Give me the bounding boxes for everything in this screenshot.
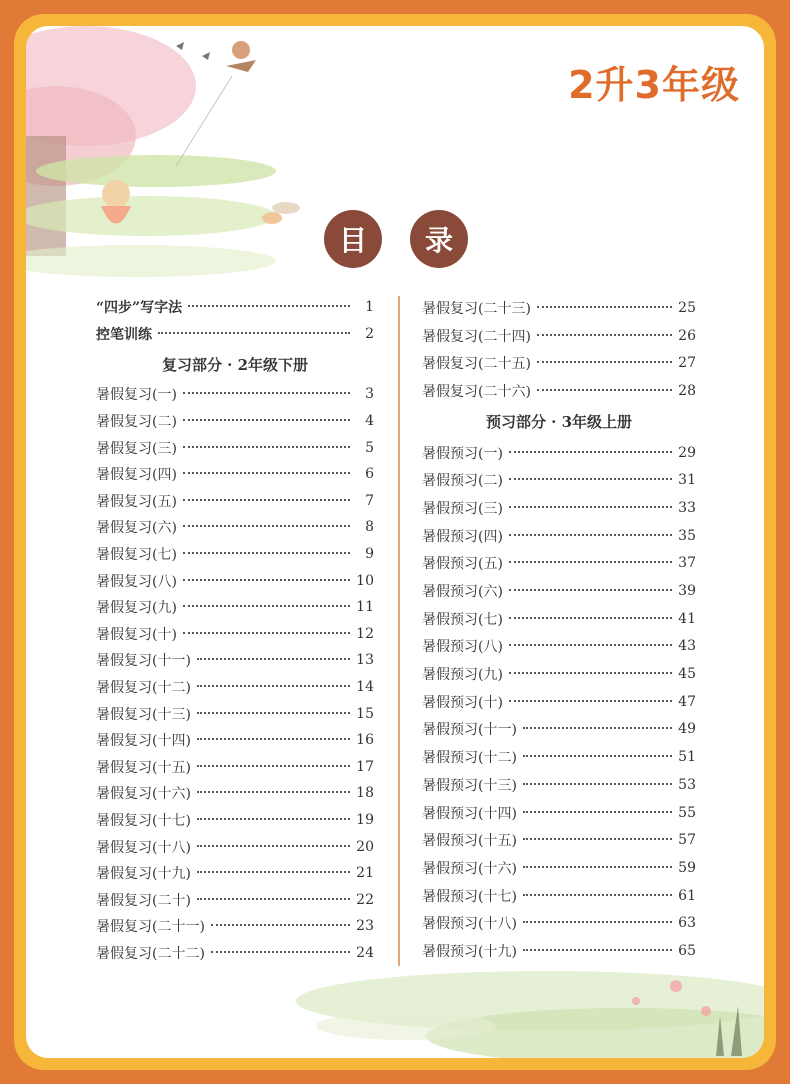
entry-page: 1 [365, 299, 374, 316]
review-entries [96, 381, 374, 966]
toc-page [26, 26, 764, 1058]
entry-label: “四步”写字法 [96, 300, 183, 317]
entry-page: 33 [678, 499, 696, 516]
entry-page: 22 [356, 891, 374, 908]
entry-page: 4 [365, 413, 374, 430]
entry-page: 53 [678, 776, 696, 793]
entry-label: 暑假复习(二) [96, 414, 177, 431]
toc-entry[interactable] [422, 294, 696, 322]
entry-page: 20 [356, 838, 374, 855]
preview-entries [422, 439, 696, 965]
entry-label: 暑假预习(十六) [422, 860, 517, 877]
entry-label: 暑假复习(十七) [96, 812, 191, 829]
toc-entry[interactable] [422, 494, 696, 522]
toc-entry[interactable] [96, 321, 374, 348]
entry-label: 暑假预习(一) [422, 445, 503, 462]
dot-leader [211, 951, 350, 953]
entry-page: 12 [356, 625, 374, 642]
entry-page: 31 [678, 472, 696, 489]
section-title-preview: 预习部分 · 3年级上册 [485, 413, 633, 432]
toc-entry[interactable] [96, 514, 374, 541]
toc-entry[interactable] [422, 743, 696, 771]
toc-entry[interactable] [422, 577, 696, 605]
entry-page: 35 [678, 527, 696, 544]
entry-label: 暑假预习(十八) [422, 916, 517, 933]
toc-entry[interactable] [96, 886, 374, 913]
dot-leader [197, 898, 350, 900]
dot-leader [197, 658, 350, 660]
entry-page: 8 [365, 519, 374, 536]
dot-leader [523, 949, 672, 951]
entry-page: 45 [678, 666, 696, 683]
entry-label: 暑假预习(十三) [422, 777, 517, 794]
entry-page: 5 [365, 439, 374, 456]
entry-page: 63 [678, 915, 696, 932]
dot-leader [537, 389, 672, 391]
entry-page: 28 [678, 382, 696, 399]
toc-entry[interactable] [96, 567, 374, 594]
dot-leader [158, 332, 350, 334]
toc-entry[interactable] [96, 860, 374, 887]
entry-label: 暑假复习(十一) [96, 653, 191, 670]
entry-label: 暑假预习(十) [422, 694, 503, 711]
entry-label: 暑假复习(二十二) [96, 945, 205, 962]
entry-label: 暑假预习(三) [422, 500, 503, 517]
dot-leader [523, 838, 672, 840]
entry-page: 3 [365, 386, 374, 403]
toc-entry[interactable] [422, 882, 696, 910]
entry-label: 暑假复习(十五) [96, 759, 191, 776]
toc-entry[interactable] [96, 488, 374, 515]
entry-label: 暑假复习(八) [96, 573, 177, 590]
dot-leader [188, 305, 350, 307]
entry-label: 暑假预习(十五) [422, 833, 517, 850]
dot-leader [523, 811, 672, 813]
entry-page: 9 [365, 546, 374, 563]
toc-entry[interactable] [422, 377, 696, 405]
dot-leader [509, 700, 672, 702]
entry-label: 暑假预习(十四) [422, 805, 517, 822]
entry-page: 49 [678, 721, 696, 738]
entry-page: 43 [678, 638, 696, 655]
toc-entry[interactable] [96, 621, 374, 648]
toc-entry[interactable] [96, 754, 374, 781]
dot-leader [537, 361, 672, 363]
toc-entry[interactable] [422, 688, 696, 716]
toc-entry[interactable] [422, 909, 696, 937]
entry-page: 55 [678, 804, 696, 821]
entry-label: 暑假复习(十四) [96, 733, 191, 750]
toc-entry[interactable] [422, 466, 696, 494]
entry-label: 暑假预习(六) [422, 584, 503, 601]
entry-page: 29 [678, 444, 696, 461]
toc-entry[interactable] [96, 700, 374, 727]
dot-leader [537, 306, 672, 308]
dot-leader [197, 791, 350, 793]
entry-label: 暑假复习(十六) [96, 786, 191, 803]
toc-entry[interactable] [96, 461, 374, 488]
toc-entry[interactable] [96, 408, 374, 435]
dot-leader [183, 552, 350, 554]
toc-left-column [96, 294, 374, 966]
entry-page: 17 [356, 758, 374, 775]
entry-page: 10 [356, 572, 374, 589]
entry-label: 暑假预习(十七) [422, 888, 517, 905]
dot-leader [509, 617, 672, 619]
dot-leader [509, 589, 672, 591]
entry-label: 暑假复习(二十六) [422, 383, 531, 400]
entry-label: 控笔训练 [96, 326, 152, 343]
entry-label: 暑假复习(二十) [96, 892, 191, 909]
entry-page: 59 [678, 859, 696, 876]
toc-entry[interactable] [96, 913, 374, 940]
entry-page: 41 [678, 610, 696, 627]
toc-entry[interactable] [422, 826, 696, 854]
entry-label: 暑假复习(五) [96, 493, 177, 510]
entry-label: 暑假复习(十九) [96, 866, 191, 883]
dot-leader [509, 561, 672, 563]
dot-leader [197, 765, 350, 767]
entry-page: 25 [678, 299, 696, 316]
dot-leader [523, 866, 672, 868]
dot-leader [509, 644, 672, 646]
toc-entry[interactable] [96, 807, 374, 834]
entry-label: 暑假复习(十三) [96, 706, 191, 723]
entry-label: 暑假复习(二十四) [422, 328, 531, 345]
dot-leader [523, 894, 672, 896]
toc-entry[interactable] [96, 674, 374, 701]
entry-page: 14 [356, 679, 374, 696]
dot-leader [183, 525, 350, 527]
toc-entry[interactable] [96, 780, 374, 807]
toc-entry[interactable] [422, 937, 696, 965]
entry-page: 39 [678, 583, 696, 600]
review-entries-continued [422, 294, 696, 405]
toc-entry[interactable] [96, 541, 374, 568]
title-char-lu: 录 [410, 210, 468, 268]
entry-page: 16 [356, 732, 374, 749]
entry-page: 26 [678, 327, 696, 344]
toc-entry[interactable] [96, 833, 374, 860]
dot-leader [537, 334, 672, 336]
entry-page: 13 [356, 652, 374, 669]
entry-page: 65 [678, 942, 696, 959]
entry-page: 6 [365, 466, 374, 483]
entry-label: 暑假预习(五) [422, 556, 503, 573]
entry-label: 暑假复习(二十五) [422, 356, 531, 373]
entry-label: 暑假预习(八) [422, 639, 503, 656]
dot-leader [183, 446, 350, 448]
entry-label: 暑假预习(十九) [422, 943, 517, 960]
grade-label: 2升3年级 [568, 63, 740, 107]
entry-label: 暑假复习(二十三) [422, 300, 531, 317]
toc-title [324, 210, 484, 270]
toc-entry[interactable] [422, 439, 696, 467]
entry-page: 57 [678, 832, 696, 849]
dot-leader [197, 712, 350, 714]
entry-label: 暑假复习(四) [96, 467, 177, 484]
dot-leader [523, 755, 672, 757]
toc-entry[interactable] [422, 605, 696, 633]
dot-leader [509, 478, 672, 480]
toc-entry[interactable] [96, 727, 374, 754]
entry-page: 11 [356, 599, 374, 616]
dot-leader [183, 605, 350, 607]
dot-leader [197, 845, 350, 847]
dot-leader [509, 672, 672, 674]
dot-leader [183, 419, 350, 421]
entry-page: 19 [356, 811, 374, 828]
toc-entry[interactable] [422, 854, 696, 882]
entry-page: 51 [678, 749, 696, 766]
toc-entry[interactable] [96, 294, 374, 321]
column-divider [398, 296, 400, 966]
dot-leader [197, 818, 350, 820]
dot-leader [211, 924, 350, 926]
dot-leader [183, 499, 350, 501]
toc-entry[interactable] [96, 434, 374, 461]
entry-page: 61 [678, 887, 696, 904]
entry-page: 18 [356, 785, 374, 802]
toc-entry[interactable] [422, 322, 696, 350]
entry-label: 暑假复习(十) [96, 626, 177, 643]
dot-leader [523, 727, 672, 729]
entry-label: 暑假复习(一) [96, 387, 177, 404]
toc-entry[interactable] [422, 550, 696, 578]
entry-label: 暑假复习(九) [96, 600, 177, 617]
entry-page: 24 [356, 944, 374, 961]
dot-leader [509, 534, 672, 536]
toc-entry[interactable] [422, 522, 696, 550]
title-char-mu: 目 [324, 210, 382, 268]
entry-label: 暑假预习(二) [422, 473, 503, 490]
entry-label: 暑假复习(十八) [96, 839, 191, 856]
entry-page: 37 [678, 555, 696, 572]
toc-entry[interactable] [422, 349, 696, 377]
dot-leader [509, 451, 672, 453]
section-title-review: 复习部分 · 2年级下册 [161, 355, 309, 374]
entry-label: 暑假复习(六) [96, 520, 177, 537]
dot-leader [183, 472, 350, 474]
entry-label: 暑假复习(二十一) [96, 919, 205, 936]
entry-label: 暑假预习(十二) [422, 750, 517, 767]
toc-entry[interactable] [96, 594, 374, 621]
toc-entry[interactable] [96, 647, 374, 674]
dot-leader [197, 871, 350, 873]
entry-page: 2 [365, 325, 374, 342]
dot-leader [183, 632, 350, 634]
toc-entry[interactable] [96, 381, 374, 408]
toc-entry[interactable] [96, 940, 374, 967]
entry-label: 暑假复习(七) [96, 547, 177, 564]
entry-page: 7 [365, 492, 374, 509]
dot-leader [523, 783, 672, 785]
entry-label: 暑假复习(十二) [96, 680, 191, 697]
entry-label: 暑假预习(九) [422, 667, 503, 684]
toc-entry[interactable] [422, 716, 696, 744]
entry-label: 暑假预习(四) [422, 528, 503, 545]
entry-label: 暑假复习(三) [96, 440, 177, 457]
toc-entry[interactable] [422, 771, 696, 799]
dot-leader [183, 579, 350, 581]
toc-entry[interactable] [422, 633, 696, 661]
dot-leader [197, 738, 350, 740]
entry-page: 21 [356, 865, 374, 882]
toc-right-column [422, 294, 696, 965]
dot-leader [197, 685, 350, 687]
entry-page: 47 [678, 693, 696, 710]
entry-label: 暑假预习(十一) [422, 722, 517, 739]
entry-page: 23 [356, 918, 374, 935]
dot-leader [183, 392, 350, 394]
entry-page: 15 [356, 705, 374, 722]
entry-page: 27 [678, 355, 696, 372]
toc-entry[interactable] [422, 660, 696, 688]
entry-label: 暑假预习(七) [422, 611, 503, 628]
dot-leader [509, 506, 672, 508]
toc-entry[interactable] [422, 799, 696, 827]
dot-leader [523, 921, 672, 923]
